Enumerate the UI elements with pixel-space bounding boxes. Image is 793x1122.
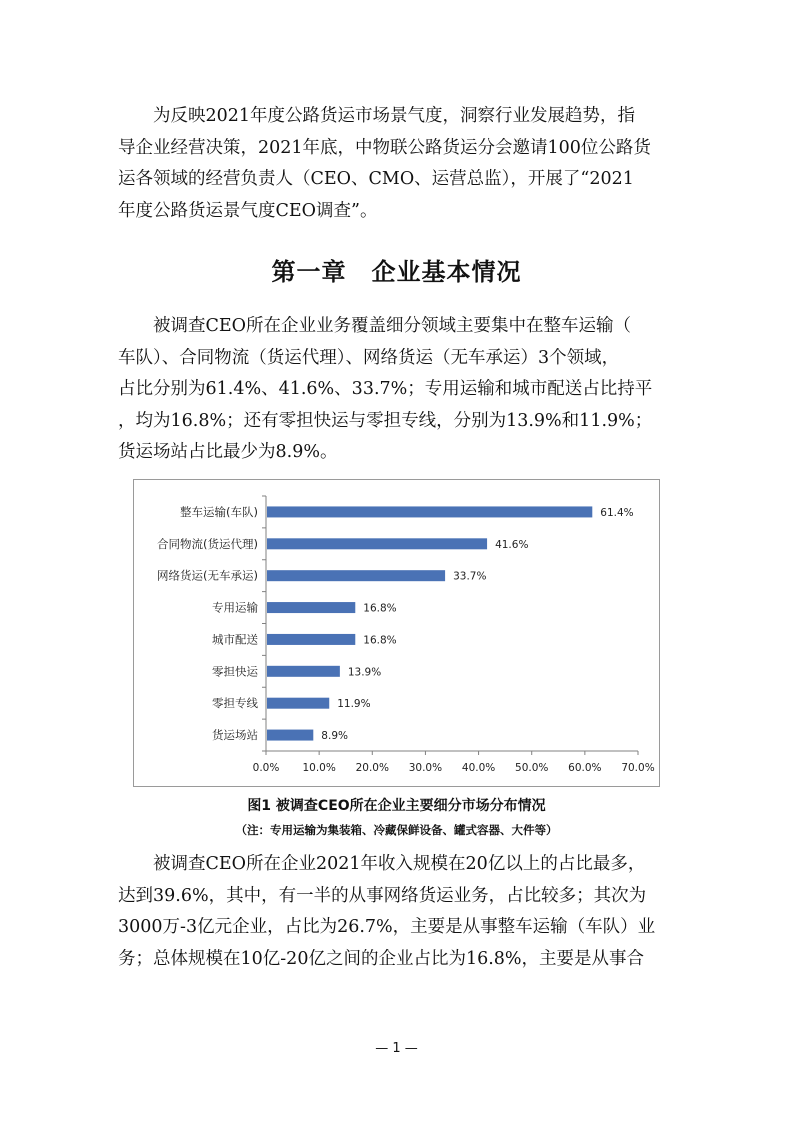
value-label: 8.9% bbox=[321, 730, 348, 743]
value-label: 13.9% bbox=[347, 666, 382, 679]
section2-line: 3000万-3亿元企业，占比为26.7%，主要是从事整车运输（车队）业 bbox=[118, 917, 656, 937]
x-tick-label: 10.0% bbox=[302, 762, 336, 774]
page-number: — 1 — bbox=[375, 1041, 418, 1056]
bar-chart-svg bbox=[134, 480, 659, 786]
intro-paragraph bbox=[118, 101, 684, 227]
bar bbox=[267, 666, 340, 677]
bar bbox=[267, 538, 487, 549]
intro-line: 年度公路货运景气度CEO调查”。 bbox=[118, 200, 378, 221]
x-tick-label: 30.0% bbox=[408, 762, 443, 774]
x-tick-label: 60.0% bbox=[568, 762, 602, 774]
section1-paragraph bbox=[118, 311, 684, 469]
section1-line: 占比分别为61.4%、41.6%、33.7%；专用运输和城市配送占比持平 bbox=[118, 379, 653, 399]
value-label: 11.9% bbox=[337, 698, 371, 711]
value-label: 33.7% bbox=[453, 570, 487, 583]
category-label: 城市配送 bbox=[212, 632, 258, 647]
chapter-title: 第一章 企业基本情况 bbox=[271, 258, 522, 286]
bar bbox=[267, 698, 329, 709]
x-tick-label: 40.0% bbox=[461, 762, 496, 774]
category-label: 网络货运(无车承运) bbox=[157, 568, 258, 583]
section2-paragraph bbox=[118, 849, 684, 975]
category-label: 零担快运 bbox=[212, 664, 258, 679]
bar-chart bbox=[133, 479, 660, 787]
x-tick-label: 50.0% bbox=[515, 762, 549, 774]
value-label: 41.6% bbox=[495, 538, 529, 551]
section2-line: 被调查CEO所在企业2021年收入规模在20亿以上的占比最多， bbox=[118, 854, 646, 874]
category-label: 专用运输 bbox=[212, 600, 258, 615]
bar bbox=[267, 506, 592, 517]
category-label: 零担专线 bbox=[212, 696, 258, 711]
x-tick-label: 0.0% bbox=[252, 762, 280, 774]
category-label: 合同物流(货运代理) bbox=[157, 536, 258, 551]
bar bbox=[267, 570, 445, 581]
bar bbox=[267, 602, 355, 613]
section1-line: ，均为16.8%；还有零担快运与零担专线，分别为13.9%和11.9%； bbox=[118, 410, 653, 431]
intro-line: 运各领域的经营负责人（CEO、CMO、运营总监），开展了“2021 bbox=[118, 169, 634, 189]
x-tick-label: 70.0% bbox=[621, 762, 655, 774]
intro-line: 为反映2021年度公路货运市场景气度，洞察行业发展趋势，指 bbox=[118, 106, 636, 126]
value-label: 16.8% bbox=[363, 602, 397, 615]
section2-line: 达到39.6%，其中，有一半的从事网络货运业务，占比较多；其次为 bbox=[118, 885, 647, 906]
section2-line: 务；总体规模在10亿-20亿之间的企业占比为16.8%，主要是从事合 bbox=[118, 948, 645, 969]
category-label: 货运场站 bbox=[212, 728, 258, 743]
value-label: 61.4% bbox=[600, 506, 634, 519]
bar bbox=[267, 730, 313, 741]
section1-line: 被调查CEO所在企业业务覆盖细分领域主要集中在整车运输（ bbox=[118, 316, 632, 336]
section1-line: 车队）、合同物流（货运代理）、网络货运（无车承运）3个领域， bbox=[118, 347, 620, 368]
x-tick-label: 20.0% bbox=[355, 762, 389, 774]
value-label: 16.8% bbox=[363, 634, 397, 647]
figure-caption: 图1 被调查CEO所在企业主要细分市场分布情况 bbox=[247, 798, 546, 814]
section1-line: 货运场站占比最少为8.9%。 bbox=[118, 442, 338, 462]
bar bbox=[267, 634, 355, 645]
category-label: 整车运输(车队) bbox=[180, 504, 258, 519]
intro-line: 导企业经营决策，2021年底，中物联公路货运分会邀请100位公路货 bbox=[118, 137, 651, 158]
figure-note: （注：专用运输为集装箱、冷藏保鲜设备、罐式容器、大件等） bbox=[235, 823, 558, 837]
